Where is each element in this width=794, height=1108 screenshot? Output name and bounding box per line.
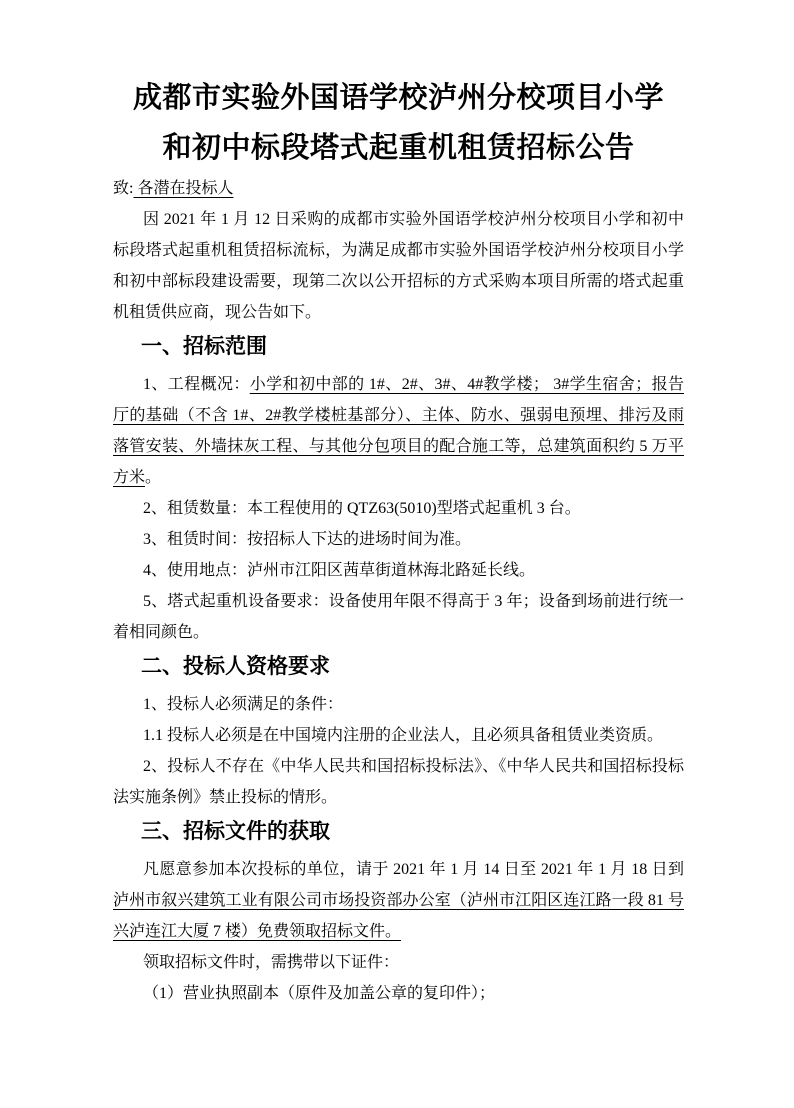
intro-paragraph: 因 2021 年 1 月 12 日采购的成都市实验外国语学校泸州分校项目小学和初中标段塔式起重机租赁招标流标，为满足成都市实验外国语学校泸州分校项目小学和初中部标段建设需要，现第二次以公开招标的方式采购本项目所需的塔式起重机租赁供应商，现公告如下。 <box>113 211 684 321</box>
document-title <box>113 73 684 173</box>
salutation-label: 致: <box>113 180 134 197</box>
section-3-heading: 三、招标文件的获取 <box>141 820 330 843</box>
salutation-recipient: 各潜在投标人 <box>133 180 234 197</box>
section-1-item-5: 5、塔式起重机设备要求：设备使用年限不得高于 3 年；设备到场前进行统一着相同颜色。 <box>113 593 684 641</box>
salutation-line <box>113 173 684 204</box>
section-1-item-3: 3、租赁时间：按招标人下达的进场时间为准。 <box>143 531 472 548</box>
section-1-item-4: 4、使用地点：泸州市江阳区茜草街道林海北路延长线。 <box>143 562 536 579</box>
section-2-heading: 二、投标人资格要求 <box>141 655 330 678</box>
section-1-item-1-tail: 。 <box>145 469 162 486</box>
section-3-paragraph-1-underlined-address: 泸州市叙兴建筑工业有限公司市场投资部办公室（泸州市江阳区连江路一段 81 号兴泸连江大厦 7 楼）免费领取招标文件。 <box>113 892 684 940</box>
section-2-item-2: 2、投标人不存在《中华人民共和国招标投标法》、《中华人民共和国招标投标法实施条例》禁止投标的情形。 <box>113 758 684 806</box>
document-title-line-1: 成都市实验外国语学校泸州分校项目小学 <box>132 82 664 114</box>
section-2-item-1: 1、投标人必须满足的条件： <box>143 696 344 713</box>
section-1-item-1-lead: 1、工程概况： <box>143 376 250 393</box>
section-1-item-1 <box>113 369 684 493</box>
section-1-item-2: 2、租赁数量：本工程使用的 QTZ63(5010)型塔式起重机 3 台。 <box>143 500 581 517</box>
document-title-line-2: 和初中标段塔式起重机租赁招标公告 <box>162 132 635 164</box>
section-1-item-1-underlined-scope: 小学和初中部的 1#、2#、3#、4#教学楼； 3#学生宿舍；报告厅的基础（不含 1#、2#教学楼桩基部分）、主体、防水、强弱电预埋、排污及雨落管安装、外墙抹灰工程、与其他分包项目的配合施工等，总建筑面积约 5 万平方米 <box>113 376 684 486</box>
section-3-paragraph-1 <box>113 854 684 947</box>
section-3-paragraph-1-lead: 凡愿意参加本次投标的单位，请于 2021 年 1 月 14 日至 2021 年 1 月 18 日到 <box>143 861 684 878</box>
section-2-item-1-1: 1.1 投标人必须是在中国境内注册的企业法人，且必须具备租赁业类资质。 <box>143 727 664 744</box>
section-3-paragraph-3: （1）营业执照副本（原件及加盖公章的复印件）； <box>143 985 496 1002</box>
section-1-heading: 一、招标范围 <box>141 335 267 358</box>
section-3-paragraph-2: 领取招标文件时，需携带以下证件： <box>143 954 400 971</box>
